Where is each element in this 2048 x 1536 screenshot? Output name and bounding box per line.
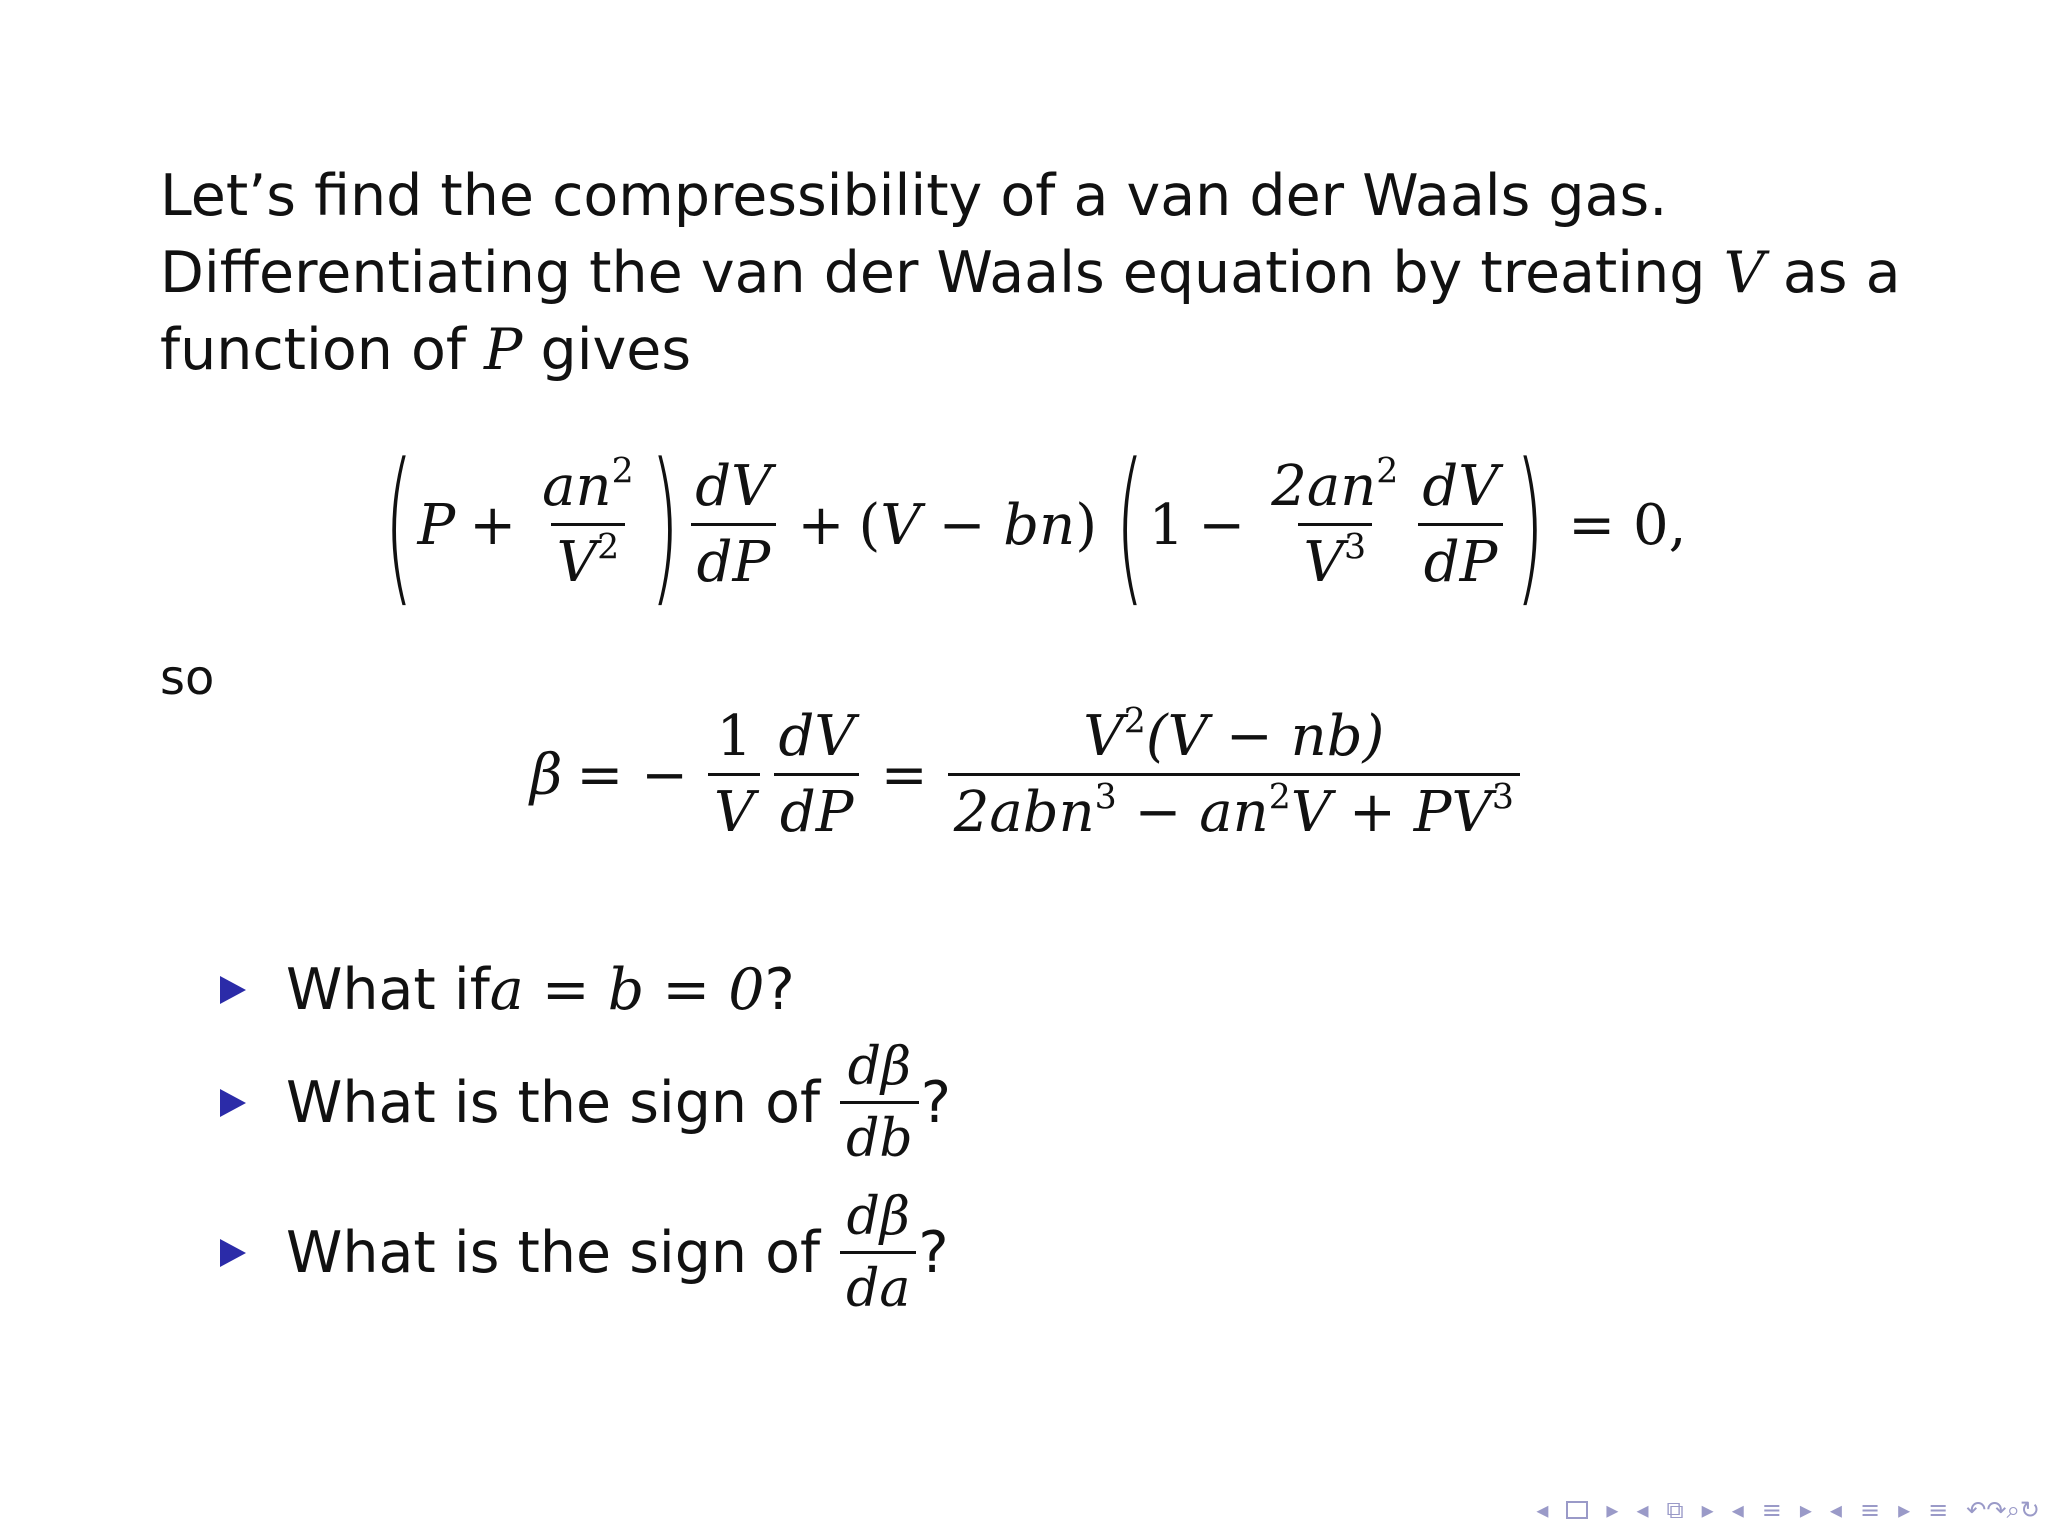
nav-doc-next-icon[interactable]: ▸ <box>1898 1496 1911 1524</box>
nav-search-icons[interactable]: ↶↷⌕↻ <box>1966 1496 2040 1524</box>
so-text: so <box>160 650 215 706</box>
fraction-dbeta-db: $\frac{d\beta}{db}$ <box>840 1040 919 1166</box>
nav-section-prev-icon[interactable]: ◂ <box>1731 1496 1744 1524</box>
question-item-3: What is the sign of $\frac{d\beta}{da}$ ? <box>220 1178 949 1328</box>
nav-section-icon[interactable]: ≡ <box>1761 1496 1782 1524</box>
nav-subsection-next-icon[interactable]: ▸ <box>1701 1496 1714 1524</box>
nav-subsection-icon[interactable]: ⧉ <box>1666 1496 1684 1524</box>
equation-beta: β = − $\frac{1}{V}$ $\frac{dV}{dP}$ = $\frac{V^2(V - nb)}{2abn^3 - an^2V + PV^3}$ <box>530 700 1526 850</box>
equation-differentiated-vdw: ( P + $\frac{an^2}{V^2}$ ) $\frac{dV}{dP}$ + ( V − bn ) ( 1 − $\frac{2an^2}{V^3}$ $\frac{dV}{dP}$ ) = 0, <box>384 427 1687 623</box>
bullet-triangle-icon <box>220 1239 246 1267</box>
fraction-dV-dP-beta: $\frac{dV}{dP}$ <box>772 708 860 843</box>
fraction-an2-over-V2: $\frac{an^2}{V^2}$ <box>542 451 634 595</box>
fraction-1-over-V: $\frac{1}{V}$ <box>708 708 760 843</box>
beamer-nav-bar <box>1320 1492 2040 1528</box>
fraction-dV-dP: $\frac{dV}{dP}$ <box>689 458 777 593</box>
nav-frame-icon[interactable] <box>1566 1501 1588 1519</box>
nav-section-next-icon[interactable]: ▸ <box>1799 1496 1812 1524</box>
fraction-dbeta-da: $\frac{d\beta}{da}$ <box>840 1190 916 1316</box>
big-right-paren-2: ) <box>1514 427 1545 623</box>
big-right-paren: ) <box>649 427 680 623</box>
nav-frame-next-icon[interactable]: ▸ <box>1606 1496 1619 1524</box>
bullet-triangle-icon <box>220 976 246 1004</box>
question-item-1: What if a = b = 0 ? <box>220 950 795 1030</box>
big-left-paren-2: ( <box>1115 427 1145 623</box>
nav-align-icon[interactable]: ≡ <box>1928 1496 1949 1524</box>
big-left-paren: ( <box>384 427 414 623</box>
nav-doc-icon[interactable]: ≡ <box>1859 1496 1881 1524</box>
intro-paragraph <box>160 158 1920 389</box>
nav-subsection-prev-icon[interactable]: ◂ <box>1636 1496 1649 1524</box>
fraction-dV-dP-2: $\frac{dV}{dP}$ <box>1416 458 1504 593</box>
nav-doc-prev-icon[interactable]: ◂ <box>1829 1496 1842 1524</box>
intro-line-2: Differentiating the van der Waals equation by treating V as a <box>160 240 1901 306</box>
intro-line-3: function of P gives <box>160 317 692 383</box>
intro-line-1: Let’s find the compressibility of a van der Waals gas. <box>160 163 1668 229</box>
bullet-triangle-icon <box>220 1089 246 1117</box>
var-V: V <box>1723 240 1765 306</box>
fraction-2an2-over-V3: $\frac{2an^2}{V^3}$ <box>1271 451 1399 595</box>
fraction-beta-result: $\frac{V^2(V - nb)}{2abn^3 - an^2V + PV^3}$ <box>948 708 1520 843</box>
var-P: P <box>484 317 523 383</box>
question-item-2: What is the sign of $\frac{d\beta}{db}$ ? <box>220 1028 951 1178</box>
nav-frame-prev-icon[interactable]: ◂ <box>1536 1496 1549 1524</box>
